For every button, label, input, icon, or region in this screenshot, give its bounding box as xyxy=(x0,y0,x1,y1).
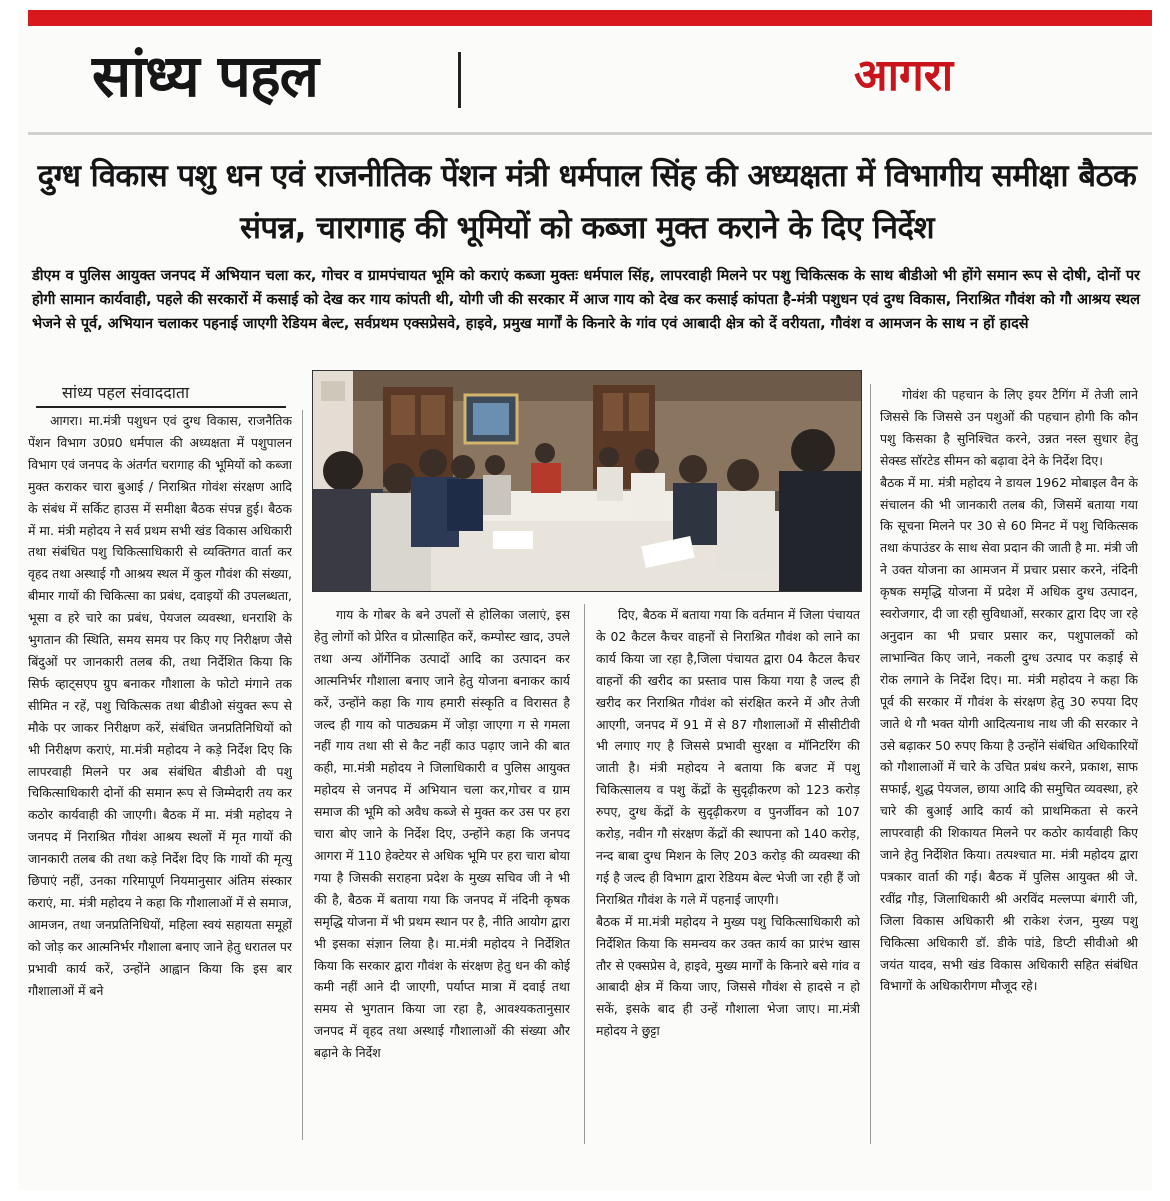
masthead-title: सांध्य पहल xyxy=(92,42,318,110)
column-divider-1 xyxy=(302,410,303,1140)
headline: दुग्ध विकास पशु धन एवं राजनीतिक पेंशन मंत्री धर्मपाल सिंह की अध्यक्षता में विभागीय समीक्षा बैठक संपन्न, चारागाह की भूमियों को कब्जा मुक्त कराने के दिए निर्देश xyxy=(37,158,1137,246)
column-1-text: आगरा। मा.मंत्री पशुधन एवं दुग्ध विकास, राजनैतिक पेंशन विभाग उ0प्र0 धर्मपाल की अध्यक्षता में पशुपालन विभाग एवं जनपद के अंतर्गत चरागाह की भूमियों को कब्जा मुक्त कराकर चारा बुआई / निराश्रित गोवंश संरक्षण आदि के संबंध में सर्किट हाउस में समीक्षा बैठक संपन्न हुई। बैठक में मा. मंत्री महोदय ने सर्व प्रथम सभी खंड विकास अधिकारी तथा संबंधित पशु चिकित्साधिकारी से व्यक्तिगत वार्ता कर वृहद तथा अस्थाई गौ आश्रय स्थल में कुल गौवंश की संख्या, बीमार गायों की चिकित्सा का प्रबंध, दवाइयों की उपलब्धता, भूसा व हरे चारे का प्रबंध, पेयजल व्यवस्था, धनराशि के भुगतान की स्थिति, समय समय पर किए गए निरीक्षण जैसे बिंदुओं पर जानकारी तलब की, तथा निर्देशित किया कि सिर्फ व्हाट्सएप ग्रुप बनाकर गौशाला के फोटो मंगाने तक सीमित न रहें, पशु चिकित्सक तथा बीडीओ संयुक्त रूप से मौके पर जाकर निरीक्षण करें, संबंधित जनप्रतिनिधियों को भी निरीक्षण कराएं, मा.मंत्री महोदय ने कड़े निर्देश दिए कि लापरवाही मिलने पर अब संबंधित बीडीओ वी पशु चिकित्साधिकारी दोनों की समान रूप से जिम्मेदारी तय कर कठोर कार्यवाही की जाएगी। बैठक में मा. मंत्री महोदय ने जनपद में निराश्रित गौवंश आश्रय स्थलों में मृत गायों की जानकारी तलब की तथा कड़े निर्देश दिए कि गायों की मृत्यु छिपाएं नहीं, उनका गरिमापूर्ण नियमानुसार अंतिम संस्कार कराएं, मा. मंत्री महोदय ने कहा कि गौशालाओं में से समाज, आमजन, तथा जनप्रतिनिधियों, महिला स्वयं सहायता समूहों को जोड़ कर आत्मनिर्भर गौशाला बनाए जाने हेतु धरातल पर प्रभावी कार्य करें, उन्होंने आह्वान किया कि इस बार गौशालाओं में बने xyxy=(28,413,292,998)
article-column-2 xyxy=(314,604,570,1144)
article-column-1 xyxy=(28,410,292,1140)
meeting-photo-image xyxy=(313,371,861,591)
column-divider-2 xyxy=(584,604,585,1144)
newspaper-page xyxy=(18,10,1152,1190)
masthead-city: आगरा xyxy=(854,50,954,101)
byline: सांध्य पहल संवाददाता xyxy=(62,383,190,402)
column-4-text: गोवंश की पहचान के लिए इयर टैगिंग में तेजी लाने जिससे कि जिससे उन पशुओं की पहचान होगी कि कौन पशु किसका है सुनिश्चित करने, उन्नत नस्ल सुधार हेतु सेक्स्ड सॉरटेड सीमन को बढ़ावा देने के निर्देश दिए। बैठक में मा. मंत्री महोदय ने डायल 1962 मोबाइल वैन के संचालन की भी जानकारी तलब की, जिसमें बताया गया कि सूचना मिलने पर 30 से 60 मिनट में पशु चिकित्सक तथा कंपाउंडर के साथ सेवा प्रदान की जाती है मा. मंत्री जी ने उक्त योजना का आमजन में प्रचार प्रसार करने, नंदिनी कृषक समृद्धि योजना में प्रदेश में अधिक दुग्ध उत्पादन, स्वरोजगार, दी जा रही सुविधाओं, सरकार द्वारा दिए जा रहे अनुदान का भी प्रचार प्रसार कर, पशुपालकों को लाभान्वित किए जाने, नकली दुग्ध उत्पाद पर कड़ाई से रोक लगाने के निर्देश दिए। मा. मंत्री महोदय ने कहा कि पूर्व की सरकार में गौवंश के संरक्षण हेतु 30 रुपया दिए जाते थे गौ भक्त योगी आदित्यनाथ नाथ जी की सरकार ने उसे बढ़ाकर 50 रुपए किया है उन्होंने संबंधित अधिकारियों को गौशालाओं में चारे के उचित प्रबंध करने, प्रकाश, साफ सफाई, शुद्ध पेयजल, छाया आदि की समुचित व्यवस्था, हरे चारे की बुआई आदि कार्य को प्राथमिकता से करने लापरवाही की शिकायत मिलने पर कठोर कार्यवाही किए जाने हेतु निर्देशित किया। तत्पश्चात मा. मंत्री महोदय द्वारा पत्रकार वार्ता की गई। बैठक में पुलिस आयुक्त श्री जे. रवींद्र गौड़, जिलाधिकारी श्री अरविंद मल्लप्पा बंगारी जी, जिला विकास अधिकारी श्री राकेश रंजन, मुख्य पशु चिकित्सा अधिकारी डॉ. डीके पांडे, डिप्टी सीवीओ श्री जयंत यादव, सभी खंड विकास अधिकारी सहित संबंधित विभागों के अधिकारीगण मौजूद रहे। xyxy=(880,387,1138,994)
masthead-rule xyxy=(28,132,1152,135)
subheadline: डीएम व पुलिस आयुक्त जनपद में अभियान चला कर, गोचर व ग्रामपंचायत भूमि को कराएं कब्जा मुक्तः धर्मपाल सिंह, लापरवाही मिलने पर पशु चिकित्सक के साथ बीडीओ भी होंगे समान रूप से दोषी, दोनों पर होगी सामान कार्यवाही, पहले की सरकारों में कसाई को देख कर गाय कांपती थी, योगी जी की सरकार में आज गाय को देख कर कसाई कांपता है-मंत्री पशुधन एवं दुग्ध विकास, निराश्रित गौवंश को गौ आश्रय स्थल भेजने से पूर्व, अभियान चलाकर पहनाई जाएगी रेडियम बेल्ट, सर्वप्रथम एक्सप्रेसवे, हाइवे, प्रमुख मार्गों के किनारे के गांव एवं आबादी क्षेत्र को दें वरीयता, गौवंश व आमजन के साथ न हों हादसे xyxy=(32,268,1140,332)
masthead-divider xyxy=(458,52,461,108)
column-2-text: गाय के गोबर के बने उपलों से होलिका जलाएं, इस हेतु लोगों को प्रेरित व प्रोत्साहित करें, कम्पोस्ट खाद, उपले तथा अन्य ऑर्गेनिक उत्पादों आदि का उत्पादन कर आत्मनिर्भर गौशाला बनाए जाने हेतु योजना बनाकर कार्य करें, उन्होंने कहा कि गाय हमारी संस्कृति व विरासत है जल्द ही गाय को पाठ्यक्रम में जोड़ा जाएगा ग से गमला नहीं गाय तथा सी से कैट नहीं काउ पढ़ाए जाने की बात कही, मा.मंत्री महोदय ने जिलाधिकारी व पुलिस आयुक्त महोदय से जनपद में अभियान चला कर,गोचर व ग्राम समाज की भूमि को अवैध कब्जे से मुक्त कर उस पर हरा चारा बोए जाने के निर्देश दिए, उन्होंने कहा कि जनपद आगरा में 110 हेक्टेयर से अधिक भूमि पर हरा चारा बोया गया है जिसकी सराहना प्रदेश के मुख्य सचिव जी ने भी की है, बैठक में बताया गया कि जनपद में नंदिनी कृषक समृद्धि योजना में भी प्रथम स्थान पर है, नीति आयोग द्वारा भी इसका संज्ञान लिया है। मा.मंत्री महोदय ने निर्देशित किया कि सरकार द्वारा गौवंश के संरक्षण हेतु धन की कोई कमी नहीं आने दी जाएगी, पर्याप्त मात्रा में दवाई तथा समय से भुगतान किया जा रहा है, आवश्यकतानुसार जनपद में वृहद तथा अस्थाई गौशालाओं की संख्या और बढ़ाने के निर्देश xyxy=(314,607,570,1061)
meeting-photo xyxy=(312,370,862,592)
article-column-4 xyxy=(880,384,1138,1144)
article-column-3 xyxy=(596,604,860,1144)
column-divider-3 xyxy=(870,384,871,1144)
masthead-red-bar xyxy=(28,10,1152,26)
byline-rule xyxy=(36,406,286,408)
column-3-text: दिए, बैठक में बताया गया कि वर्तमान में जिला पंचायत के 02 कैटल कैचर वाहनों से निराश्रित गौवंश को लाने का कार्य किया जा रहा है,जिला पंचायत द्वारा 04 कैटल कैचर वाहनों की खरीद का प्रस्ताव पास किया गया है जल्द ही खरीद कर निराश्रित गौवंश को संरक्षित करने में और तेजी आएगी, जनपद में 91 में से 87 गौशालाओं में सीसीटीवी भी लगाए गए है जिससे प्रभावी सुरक्षा व मॉनिटरिंग की जाती है। मंत्री महोदय ने बताया कि बजट में पशु चिकित्सालय व पशु केंद्रों के सुदृढ़ीकरण को 123 करोड़ रुपए, दुग्ध केंद्रों के सुदृढ़ीकरण व पुनर्जीवन को 107 करोड़, नवीन गौ संरक्षण केंद्रों की स्थापना को 140 करोड़, नन्द बाबा दुग्ध मिशन के लिए 203 करोड़ की व्यवस्था की गई है जल्द ही विभाग द्वारा रेडियम बेल्ट भेजी जा रही हैं जो निराश्रित गौवंश के गले में पहनाई जाएगी। बैठक में मा.मंत्री महोदय ने मुख्य पशु चिकित्साधिकारी को निर्देशित किया कि समन्वय कर उक्त कार्य का प्रारंभ खास तौर से एक्सप्रेस वे, हाइवे, मुख्य मार्गों के किनारे बसे गांव व आबादी क्षेत्र में किया जाए, जिससे गौवंश से हादसे न हो सकें, इसके बाद ही उन्हें गौशाला भेजा जाए। मा.मंत्री महोदय ने छुट्टा xyxy=(596,607,860,1039)
